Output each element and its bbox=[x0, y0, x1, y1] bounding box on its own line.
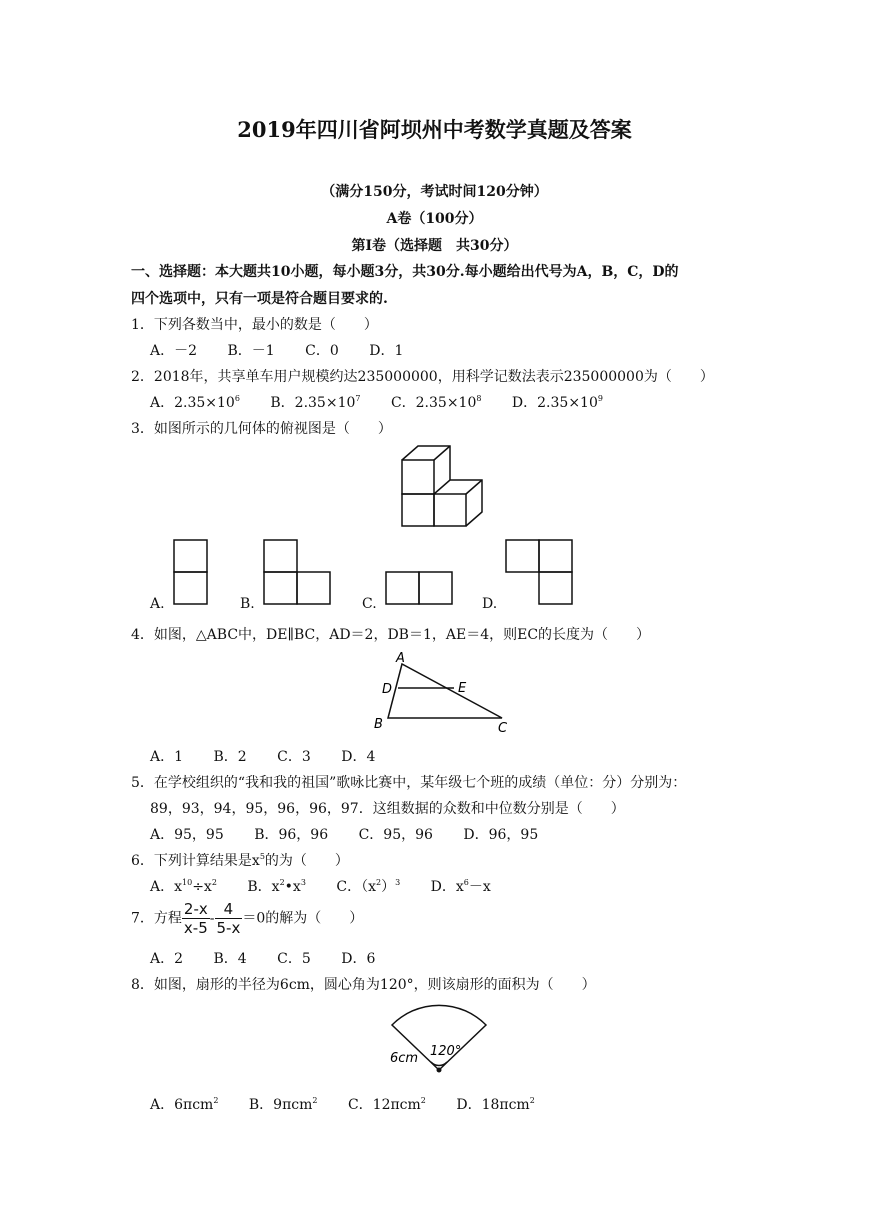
option-b: B．2 bbox=[213, 749, 247, 765]
question-2-stem: 2．2018年，共享单车用户规模约达235000000，用科学记数法表示235000000为（ ） bbox=[131, 369, 714, 385]
page-title: 2019年四川省阿坝州中考数学真题及答案 bbox=[237, 117, 632, 142]
label-e: E bbox=[458, 681, 467, 696]
option-d-figure bbox=[504, 538, 576, 608]
option-d: D．4 bbox=[341, 749, 376, 765]
option-b: B．96，96 bbox=[254, 827, 329, 843]
option-a-figure bbox=[172, 538, 212, 608]
sector-figure bbox=[380, 1000, 510, 1080]
label-d: D bbox=[382, 682, 393, 697]
question-7-stem: 7．方程 $\frac{2-x}{x-5}$ - $\frac{4}{5-x}$ ＝0的解为（ ） bbox=[131, 900, 364, 937]
label-b: B bbox=[374, 717, 383, 732]
fraction-2: $\frac{4}{5-x}$ bbox=[216, 900, 241, 937]
option-c-figure bbox=[384, 570, 456, 608]
option-a: A．1 bbox=[150, 749, 184, 765]
question-1-options bbox=[150, 340, 429, 360]
exam-meta: （满分150分，考试时间120分钟） bbox=[321, 184, 548, 200]
radius-label: 6cm bbox=[390, 1051, 419, 1066]
option-c: C．12πcm$^2$ bbox=[347, 1096, 426, 1113]
option-b: B．9πcm$^2$ bbox=[248, 1096, 318, 1113]
question-5-stem-line2: 89，93，94，95，96，96，97．这组数据的众数和中位数分别是（ ） bbox=[150, 801, 625, 817]
question-4-options bbox=[150, 746, 401, 766]
question-5-stem-line1: 5．在学校组织的“我和我的祖国”歌咏比赛中，某年级七个班的成绩（单位：分）分别为： bbox=[131, 775, 687, 791]
option-b: B．$2.35\times 10^7$ bbox=[270, 394, 361, 411]
fraction-1: $\frac{2-x}{x-5}$ bbox=[183, 900, 208, 937]
question-7-options bbox=[150, 948, 401, 968]
question-8-options bbox=[150, 1094, 561, 1114]
option-d: D．1 bbox=[369, 343, 404, 359]
question-3-stem: 3．如图所示的几何体的俯视图是（ ） bbox=[131, 421, 392, 437]
option-c-label: C. bbox=[362, 596, 377, 612]
angle-label: 120° bbox=[430, 1044, 462, 1059]
option-a: A．－2 bbox=[150, 343, 198, 359]
question-8-stem: 8．如图，扇形的半径为6cm，圆心角为120°，则该扇形的面积为（ ） bbox=[131, 977, 596, 993]
triangle-figure bbox=[370, 650, 520, 738]
solid-figure bbox=[398, 440, 488, 530]
option-d: D．6 bbox=[341, 951, 376, 967]
label-c: C bbox=[498, 721, 508, 736]
question-5-options bbox=[150, 824, 564, 844]
option-b: B．$x^2•x^3$ bbox=[247, 878, 306, 895]
option-d: D．$2.35\times 10^9$ bbox=[511, 394, 603, 411]
option-b: B．4 bbox=[213, 951, 247, 967]
section-intro-line1: 一、选择题：本大题共10小题，每小题3分，共30分.每小题给出代号为A，B，C，D的 bbox=[131, 264, 679, 280]
option-c: C．3 bbox=[277, 749, 311, 765]
option-c: C．5 bbox=[277, 951, 311, 967]
option-b-figure bbox=[262, 538, 334, 608]
question-1-stem: 1．下列各数当中，最小的数是（ ） bbox=[131, 317, 378, 333]
option-d: D．$x^6-x$ bbox=[430, 878, 491, 895]
option-d: D．18πcm$^2$ bbox=[456, 1096, 535, 1113]
option-a: A．6πcm$^2$ bbox=[150, 1096, 219, 1113]
option-c: C．95，96 bbox=[358, 827, 433, 843]
volume-a-heading: A卷（100分） bbox=[386, 211, 483, 227]
question-6-options bbox=[150, 876, 517, 896]
section-intro-line2: 四个选项中，只有一项是符合题目要求的. bbox=[131, 291, 388, 307]
option-a: A．95，95 bbox=[150, 827, 224, 843]
option-d: D．96，95 bbox=[463, 827, 539, 843]
option-c: C．$(x^2)^3$ bbox=[336, 878, 401, 895]
option-b-label: B. bbox=[240, 596, 255, 612]
option-b: B．－1 bbox=[227, 343, 275, 359]
option-c: C．$2.35\times 10^8$ bbox=[390, 394, 482, 411]
option-a-label: A. bbox=[150, 596, 165, 612]
option-a: A．$2.35\times 10^6$ bbox=[150, 394, 240, 411]
label-a: A bbox=[396, 651, 405, 666]
question-4-stem: 4．如图，△ABC中，DE∥BC，AD＝2，DB＝1，AE＝4，则EC的长度为（ ） bbox=[131, 627, 651, 643]
option-a: A．2 bbox=[150, 951, 184, 967]
option-c: C．0 bbox=[305, 343, 339, 359]
question-2-options bbox=[150, 392, 629, 412]
question-6-stem: 6．下列计算结果是$x^5$的为（ ） bbox=[131, 852, 349, 869]
option-a: A．$x^{10}\div x^2$ bbox=[150, 878, 217, 895]
part1-heading: 第Ⅰ卷（选择题 共30分） bbox=[351, 238, 518, 254]
option-d-label: D. bbox=[482, 596, 498, 612]
